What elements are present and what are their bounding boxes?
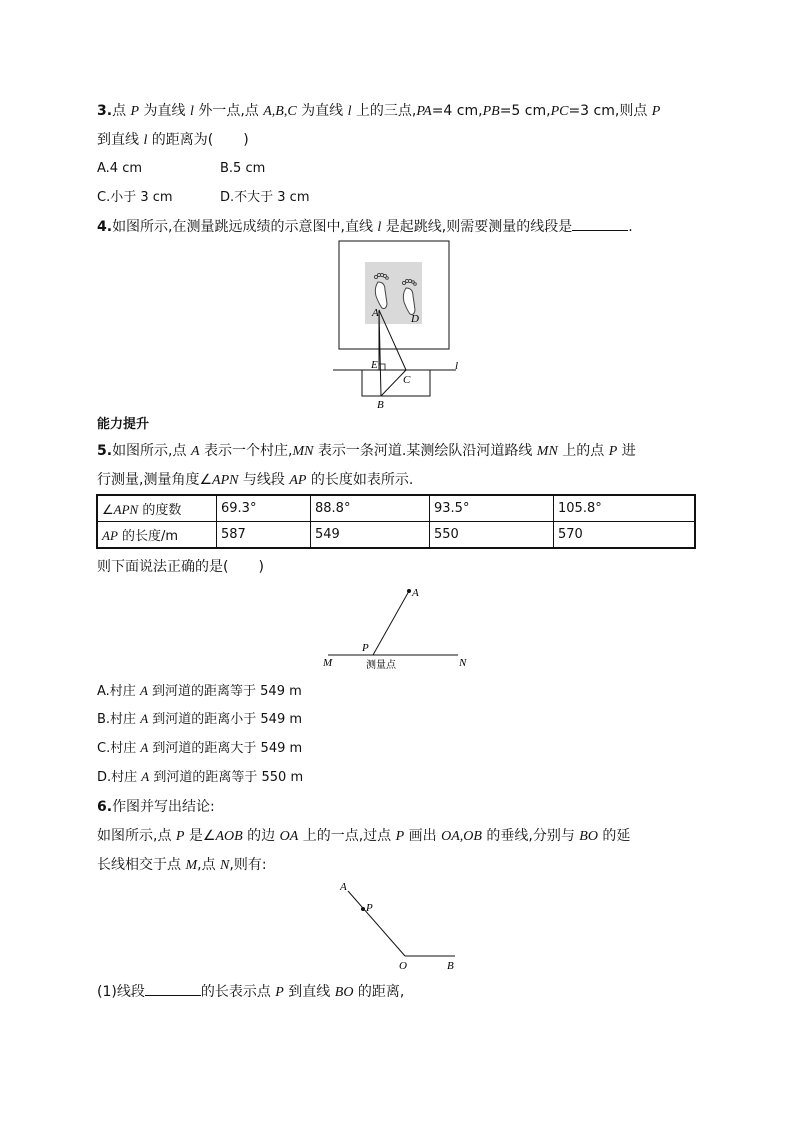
row-header-angle: ∠APN 的度数 — [97, 495, 217, 522]
q4-text: 4.如图所示,在测量跳远成绩的示意图中,直线 l 是起跳线,则需要测量的线段是 . — [97, 216, 697, 238]
q5-line1: 5.如图所示,点 A 表示一个村庄,MN 表示一条河道.某测绘队沿河道路线 MN 上的点 P 进 — [97, 443, 636, 459]
fig5-point-name: 测量点 — [366, 660, 396, 671]
table-row — [97, 495, 695, 522]
table-cell: 550 — [430, 522, 554, 549]
q6-number: 6. — [97, 799, 113, 815]
fig4-label-b: B — [377, 399, 384, 410]
q4-long-jump-figure — [330, 238, 465, 410]
q3-option-c: C.小于 3 cm — [97, 190, 173, 205]
fig6-label-o: O — [399, 960, 407, 972]
table-cell: 88.8° — [311, 495, 430, 522]
q6-title: 6.作图并写出结论: — [97, 799, 215, 815]
q6-line2: 长线相交于点 M,点 N,则有: — [97, 857, 267, 873]
row-header-length: AP 的长度/m — [97, 522, 217, 549]
table-cell: 69.3° — [217, 495, 311, 522]
fig5-label-a: A — [412, 587, 419, 599]
table-cell: 587 — [217, 522, 311, 549]
fig5-label-n: N — [459, 657, 467, 669]
q5-line2: 行测量,测量角度∠APN 与线段 AP 的长度如表所示. — [97, 472, 414, 488]
fig5-label-m: M — [323, 657, 333, 669]
q3-number: 3. — [97, 103, 113, 119]
q3-line1: 3.点 P 为直线 l 外一点,点 A,B,C 为直线 l 上的三点,PA=4 cm,PB=5 cm,PC=3 cm,则点 P — [97, 103, 661, 119]
q4-number: 4. — [97, 219, 113, 235]
fig4-label-d: D — [411, 313, 419, 325]
q5-river-figure — [318, 582, 478, 672]
q5-option-d: D.村庄 A 到河道的距离等于 550 m — [97, 769, 304, 785]
table-row — [97, 522, 695, 549]
q6-answer-blank — [145, 981, 201, 996]
q5-option-a: A.村庄 A 到河道的距离等于 549 m — [97, 683, 302, 699]
fig4-label-a: A — [372, 307, 379, 319]
q3-option-b: B.5 cm — [220, 161, 266, 176]
q5-question: 则下面说法正确的是( ) — [97, 559, 264, 575]
q5-option-b: B.村庄 A 到河道的距离小于 549 m — [97, 711, 303, 727]
fig4-label-l: l — [455, 360, 459, 372]
q6-angle-figure — [330, 876, 470, 976]
q3-option-a: A.4 cm — [97, 161, 143, 176]
q6-line1: 如图所示,点 P 是∠AOB 的边 OA 上的一点,过点 P 画出 OA,OB 的垂线,分别与 BO 的延 — [97, 828, 631, 844]
fig6-label-b: B — [447, 960, 454, 972]
fig4-label-c: C — [403, 374, 411, 386]
table-cell: 93.5° — [430, 495, 554, 522]
table-cell: 105.8° — [554, 495, 696, 522]
q5-option-c: C.村庄 A 到河道的距离大于 549 m — [97, 740, 303, 756]
q6-sub1: (1)线段 的长表示点 P 到直线 BO 的距离, — [97, 981, 697, 1003]
fig6-label-a: A — [340, 881, 347, 893]
q3-option-d: D.不大于 3 cm — [220, 190, 310, 205]
table-cell: 549 — [311, 522, 430, 549]
q3-line2: 到直线 l 的距离为( ) — [97, 132, 249, 148]
fig4-label-e: E — [371, 359, 378, 371]
section-title: 能力提升 — [97, 417, 150, 432]
q5-data-table — [96, 494, 696, 549]
table-cell: 570 — [554, 522, 696, 549]
fig5-label-p: P — [362, 642, 369, 654]
q4-answer-blank — [572, 216, 628, 231]
q5-number: 5. — [97, 443, 113, 459]
fig6-label-p: P — [366, 902, 373, 914]
